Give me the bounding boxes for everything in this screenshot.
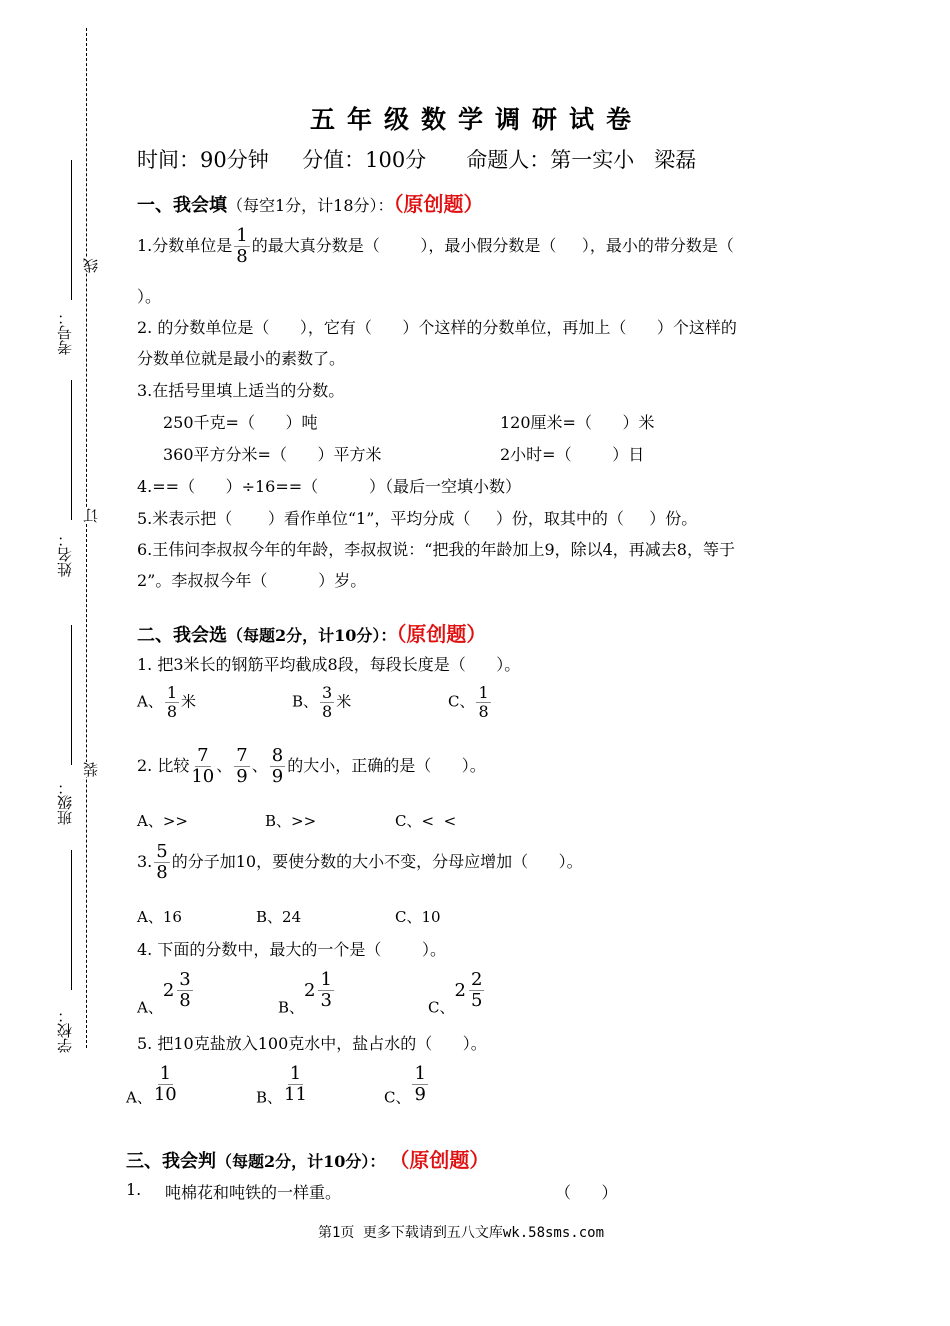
mixed-whole: 2: [304, 980, 316, 1001]
xingming-label: 姓名：: [56, 532, 74, 577]
fraction-denominator: 8: [478, 702, 489, 721]
fraction-numerator: 3: [322, 683, 333, 702]
exam-info: 时间：90分钟 分值：100分 命题人：第一实小 梁磊: [137, 148, 697, 172]
fraction-numerator: 1: [159, 1063, 172, 1084]
xuexiao-label: 学校：: [56, 1008, 74, 1053]
bind-mark-ding: 订: [82, 508, 100, 523]
section3-note: （每题2分，计10分）：: [216, 1152, 386, 1171]
option-label: B、: [278, 998, 305, 1017]
s2-q4-option-b: [278, 970, 336, 1018]
s1-q2: 2. 的分数单位是（ ），它有（ ）个这样的分数单位，再加上（ ）个这样的: [137, 318, 737, 337]
section3-title: 三、我会判: [126, 1151, 216, 1172]
s2-q2-fraction-1: [191, 746, 214, 787]
option-unit: 米: [181, 692, 197, 711]
s2-q3-fraction: [154, 842, 169, 883]
kaohao-label: 考号：: [56, 310, 74, 355]
binding-dashed-line: [86, 28, 87, 1048]
fraction-numerator: 1: [166, 683, 178, 702]
s2-q4-option-c: [428, 970, 486, 1018]
fraction-denominator: 8: [166, 702, 178, 721]
fraction-denominator: 8: [179, 990, 191, 1011]
s2-q4-option-a: [137, 970, 195, 1018]
section1-title: 一、我会填: [137, 195, 227, 216]
s2-q4: 4. 下面的分数中，最大的一个是（ ）。: [137, 940, 447, 959]
fraction-numerator: 1: [320, 969, 332, 990]
fraction-denominator: 3: [320, 990, 332, 1011]
s2-q5-option-b: [256, 1064, 309, 1108]
mixed-whole: 2: [162, 980, 175, 1001]
s2-q2-fraction-3: [270, 746, 285, 787]
s1-q5: 5.米表示把（ ）看作单位“1”，平均分成（ ）份，取其中的（ ）份。: [137, 509, 698, 528]
s1-q3: 3.在括号里填上适当的分数。: [137, 381, 345, 400]
section2-title: 二、我会选: [137, 625, 227, 646]
s2-q5-option-c: [384, 1064, 430, 1108]
section3-tag: （原创题）: [399, 1148, 490, 1172]
s2-q2: [137, 746, 486, 787]
fraction-denominator: 5: [470, 990, 483, 1011]
s1-q2-line2: 分数单位就是最小的素数了。: [137, 349, 346, 368]
fraction-numerator: 7: [197, 745, 209, 766]
s1-q1-line2: ）。: [137, 287, 162, 306]
s1-q1-post: 的最大真分数是（ ），最小假分数是（ ），最小的带分数是（: [251, 236, 734, 255]
section3-heading: [126, 1144, 489, 1173]
fraction-denominator: 8: [236, 246, 248, 267]
s1-q3-a: 250千克=（ ）吨: [163, 413, 318, 432]
fraction-numerator: 7: [236, 745, 248, 766]
mixed-number: [454, 969, 486, 1011]
s2-q2-fraction-2: [234, 746, 249, 787]
s1-q1: [137, 226, 734, 267]
mixed-number: [304, 969, 336, 1011]
fraction-denominator: 8: [156, 862, 168, 883]
fraction-denominator: 10: [191, 766, 215, 787]
option-label: A、: [137, 998, 163, 1017]
fraction-denominator: 9: [271, 766, 284, 787]
s2-q2-sep-1: 、: [216, 756, 233, 775]
s2-q3-option-b: B、24: [256, 908, 302, 926]
s1-q3-c: 360平方分米=（ ）平方米: [163, 445, 382, 464]
s2-q1-option-c: [448, 684, 493, 721]
s1-q1-fraction: [234, 226, 249, 267]
banji-label: 班级：: [56, 780, 74, 825]
fraction-numerator: 1: [478, 683, 489, 702]
fraction-numerator: 3: [179, 969, 191, 990]
option-fraction: [469, 970, 484, 1011]
s2-q2-option-c: C、< <: [395, 812, 457, 830]
s1-q6: 6.王伟问李叔叔今年的年龄，李叔叔说：“把我的年龄加上9，除以4，再减去8，等于: [137, 540, 735, 559]
section1-heading: [137, 188, 484, 217]
option-fraction: [318, 970, 333, 1011]
option-unit: 米: [336, 692, 352, 711]
s2-q1-option-b: [292, 684, 351, 721]
s2-q1-option-a: [137, 684, 196, 721]
fraction-numerator: 1: [414, 1063, 426, 1084]
s2-q3-option-c: C、10: [395, 908, 441, 926]
xuexiao-underline: [71, 850, 72, 990]
s3-q1-blank: （ ）: [555, 1183, 618, 1202]
s2-q3-post: 的分子加10，要使分数的大小不变，分母应增加（ ）。: [171, 852, 583, 871]
mixed-number: [162, 969, 195, 1011]
option-label: C、: [448, 692, 475, 711]
page-footer: 第1页 更多下载请到五八文库wk.58sms.com: [318, 1225, 605, 1241]
fraction-denominator: 10: [153, 1084, 177, 1105]
option-fraction: [165, 684, 179, 721]
s1-q4: 4.==（ ）÷16==（ ）（最后一空填小数）: [137, 477, 522, 496]
option-fraction: [412, 1064, 427, 1105]
fraction-denominator: 9: [236, 766, 248, 787]
fraction-denominator: 11: [284, 1084, 307, 1105]
section1-note: （每空1分，计18分）：: [227, 196, 394, 215]
fraction-denominator: 9: [414, 1084, 426, 1105]
section2-note: （每题2分，计10分）：: [227, 626, 397, 645]
mixed-whole: 2: [454, 980, 466, 1001]
s1-q6-line2: 2”。李叔叔今年（ ）岁。: [137, 571, 367, 590]
s2-q3-option-a: A、16: [137, 908, 182, 926]
xingming-underline: [71, 380, 72, 520]
s2-q2-sep-2: 、: [251, 756, 268, 775]
fraction-denominator: 8: [322, 702, 333, 721]
option-label: B、: [292, 692, 319, 711]
option-fraction: [154, 1064, 177, 1105]
option-label: B、: [256, 1088, 283, 1107]
fraction-numerator: 1: [236, 225, 248, 246]
page-title: 五年级数学调研试卷: [310, 105, 644, 134]
s1-q3-d: 2小时=（ ）日: [500, 445, 645, 464]
fraction-numerator: 8: [271, 745, 284, 766]
banji-underline: [71, 625, 72, 765]
fraction-numerator: 5: [156, 841, 168, 862]
option-fraction: [284, 1064, 307, 1105]
s3-q1-text: 吨棉花和吨铁的一样重。: [165, 1183, 342, 1202]
section1-tag: （原创题）: [393, 192, 484, 216]
s2-q2-option-b: B、>>: [265, 812, 317, 830]
fraction-numerator: 1: [289, 1063, 302, 1084]
option-label: A、: [126, 1088, 152, 1107]
fraction-numerator: 2: [470, 969, 483, 990]
s2-q2-option-a: A、>>: [137, 812, 188, 830]
s1-q3-b: 120厘米=（ ）米: [500, 413, 655, 432]
s2-q2-pre: 2. 比较: [137, 756, 190, 775]
s3-q1-number: 1.: [126, 1180, 142, 1199]
section2-tag: （原创题）: [396, 622, 487, 646]
option-label: A、: [137, 692, 163, 711]
section2-heading: [137, 618, 486, 647]
s2-q5: 5. 把10克盐放入100克水中，盐占水的（ ）。: [137, 1034, 487, 1053]
bind-mark-zhuang: 装: [82, 762, 100, 777]
s1-q1-pre: 1.分数单位是: [137, 236, 233, 255]
option-fraction: [476, 684, 490, 721]
s2-q3-pre: 3.: [137, 852, 153, 871]
s2-q5-option-a: [126, 1064, 179, 1108]
option-label: C、: [384, 1088, 411, 1107]
option-fraction: [177, 970, 192, 1011]
s2-q3: [137, 842, 583, 883]
bind-mark-xian: 线: [82, 258, 100, 273]
s2-q2-post: 的大小，正确的是（ ）。: [287, 756, 486, 775]
option-label: C、: [428, 998, 455, 1017]
option-fraction: [320, 684, 334, 721]
s2-q1: 1. 把3米长的钢筋平均截成8段，每段长度是（ ）。: [137, 655, 521, 674]
kaohao-underline: [71, 160, 72, 300]
